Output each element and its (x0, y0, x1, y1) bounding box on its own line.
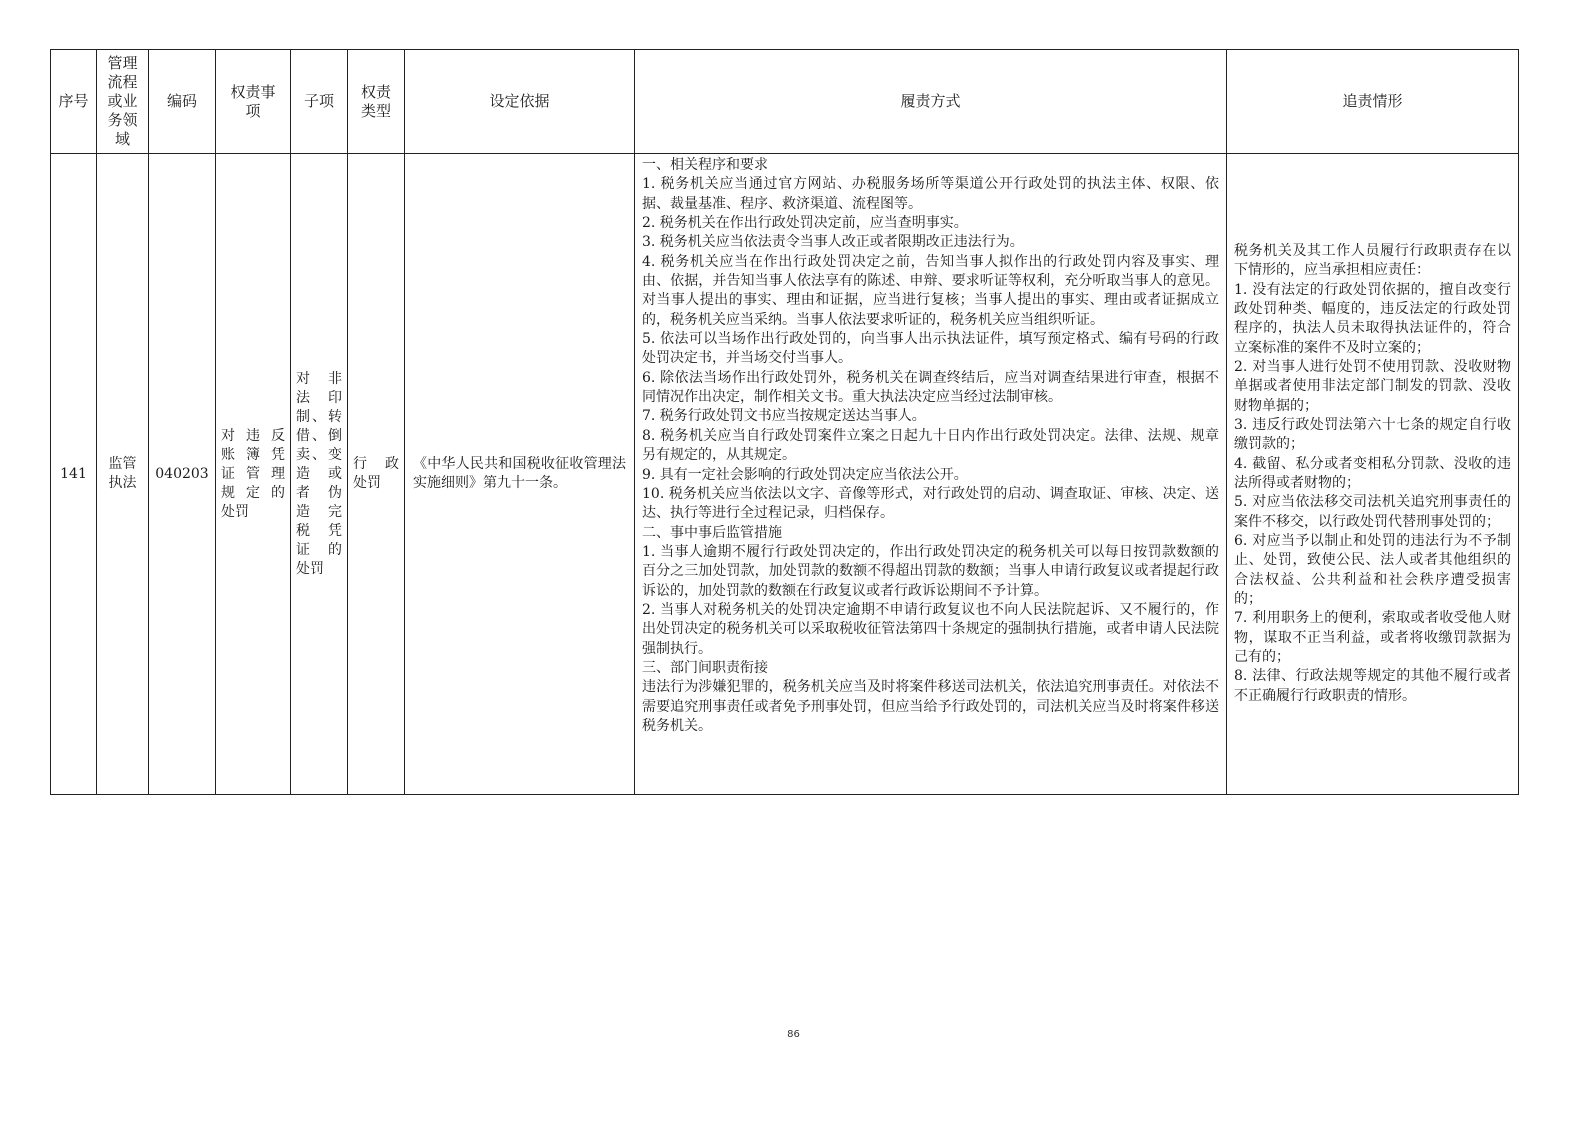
cell-power-item-line: 证管理 (221, 465, 285, 482)
header-process-line: 域 (114, 130, 130, 148)
header-duty-method: 履责方式 (635, 50, 1227, 154)
header-process-line: 管理 (107, 54, 138, 72)
header-basis: 设定依据 (405, 50, 635, 154)
cell-sub-item (291, 154, 348, 795)
cell-sub-item-line: 卖、变 (296, 446, 342, 463)
cell-sub-item-line: 造 或 (296, 465, 342, 482)
duty-line: 1. 当事人逾期不履行行政处罚决定的，作出行政处罚决定的税务机关可以每日按罚款数额的百分之三加处罚款，加处罚款的数额不得超出罚款的数额；当事人申请行政复议或者提起行政诉讼的，加处罚款的数额在行政复议或者行政诉讼期间不予计算。 (642, 543, 1219, 599)
header-sub-item: 子项 (291, 50, 348, 154)
duty-line: 4. 税务机关应当在作出行政处罚决定之前，告知当事人拟作出的行政处罚内容及事实、理由、依据，并告知当事人依法享有的陈述、申辩、要求听证等权利，充分听取当事人的意见。对当事人提出的事实、理由和证据，应当进行复核；当事人提出的事实、理由或者证据成立的，税务机关应当采纳。当事人依法要求听证的，税务机关应当组织听证。 (642, 253, 1219, 328)
cell-seq: 141 (51, 154, 97, 795)
duty-line: 2. 当事人对税务机关的处罚决定逾期不申请行政复议也不向人民法院起诉、又不履行的，作出处罚决定的税务机关可以采取税收征管法第四十条规定的强制执行措施，或者申请人民法院强制执行。 (642, 601, 1219, 657)
header-process-line: 务领 (107, 111, 138, 129)
cell-accountability (1227, 154, 1519, 795)
cell-power-type-line: 行 政 (353, 456, 399, 472)
cell-process-line: 执法 (108, 475, 137, 491)
cell-sub-item-line: 对 非 (296, 370, 342, 387)
cell-power-item-line: 账簿凭 (221, 446, 285, 463)
cell-power-item-line: 处罚 (221, 503, 249, 520)
header-accountability: 追责情形 (1227, 50, 1519, 154)
cell-sub-item-line: 处罚 (296, 560, 324, 577)
header-process-line: 或业 (107, 92, 138, 110)
cell-power-type-line: 处罚 (353, 475, 381, 491)
header-power-item-line: 权责事 (230, 82, 276, 101)
duty-line: 1. 税务机关应当通过官方网站、办税服务场所等渠道公开行政处罚的执法主体、权限、依据、裁量基准、程序、救济渠道、流程图等。 (642, 176, 1219, 212)
header-process-line: 流程 (107, 73, 138, 91)
header-power-type-line: 权责 (360, 82, 391, 101)
cell-sub-item-line: 制、转 (296, 408, 342, 425)
accountability-line: 4. 截留、私分或者变相私分罚款、没收的违法所得或者财物的； (1234, 455, 1511, 491)
accountability-line: 2. 对当事人进行处罚不使用罚款、没收财物单据或者使用非法定部门制发的罚款、没收财物单据的； (1234, 358, 1511, 414)
cell-process-line: 监管 (108, 456, 137, 472)
accountability-line: 1. 没有法定的行政处罚依据的，擅自改变行政处罚种类、幅度的，违反法定的行政处罚程序的，执法人员未取得执法证件的，符合立案标准的案件不及时立案的； (1234, 281, 1511, 356)
cell-sub-item-line: 造 完 (296, 503, 342, 520)
cell-sub-item-line: 证 的 (296, 541, 342, 558)
header-process (97, 50, 149, 154)
cell-sub-item-line: 法 印 (296, 389, 342, 406)
header-seq: 序号 (51, 50, 97, 154)
page-number: 86 (787, 1029, 800, 1040)
cell-sub-item-line: 者 伪 (296, 484, 342, 501)
header-power-type (348, 50, 405, 154)
duty-line: 三、部门间职责衔接 (642, 659, 768, 676)
header-power-type-line: 类型 (360, 101, 391, 120)
duty-line: 7. 税务行政处罚文书应当按规定送达当事人。 (642, 408, 926, 425)
cell-duty-method (635, 154, 1227, 795)
header-power-item-line: 项 (245, 101, 261, 120)
cell-process (97, 154, 149, 795)
cell-power-type (348, 154, 405, 795)
duty-line: 违法行为涉嫌犯罪的，税务机关应当及时将案件移送司法机关，依法追究刑事责任。对依法不需要追究刑事责任或者免予刑事处罚，但应当给予行政处罚的，司法机关应当及时将案件移送税务机关。 (642, 679, 1219, 734)
cell-basis: 《中华人民共和国税收征收管理法实施细则》第九十一条。 (405, 154, 635, 795)
accountability-line: 8. 法律、行政法规等规定的其他不履行或者不正确履行行政职责的情形。 (1234, 668, 1511, 704)
table-row (51, 154, 1519, 795)
duty-line: 5. 依法可以当场作出行政处罚的，向当事人出示执法证件，填写预定格式、编有号码的行政处罚决定书，并当场交付当事人。 (642, 331, 1219, 367)
duty-line: 9. 具有一定社会影响的行政处罚决定应当依法公开。 (642, 466, 968, 483)
duty-line: 3. 税务机关应当依法责令当事人改正或者限期改正违法行为。 (642, 234, 1024, 251)
cell-power-item-line: 对违反 (221, 427, 285, 444)
duty-line: 6. 除依法当场作出行政处罚外，税务机关在调查终结后，应当对调查结果进行审查，根据不同情况作出决定，制作相关文书。重大执法决定应当经过法制审核。 (642, 369, 1219, 406)
accountability-line: 6. 对应当予以制止和处罚的违法行为不予制止、处罚，致使公民、法人或者其他组织的合法权益、公共利益和社会秩序遭受损害的； (1234, 533, 1511, 608)
table-header-row (51, 50, 1519, 154)
duty-line: 2. 税务机关在作出行政处罚决定前，应当查明事实。 (642, 215, 968, 232)
accountability-line: 5. 对应当依法移交司法机关追究刑事责任的案件不移交，以行政处罚代替刑事处罚的； (1234, 494, 1511, 530)
duty-line: 一、相关程序和要求 (642, 157, 768, 173)
cell-sub-item-line: 税 凭 (296, 522, 342, 539)
cell-power-item-line: 规定的 (221, 484, 285, 501)
accountability-line: 税务机关及其工作人员履行行政职责存在以下情形的，应当承担相应责任： (1234, 242, 1511, 279)
cell-code: 040203 (149, 154, 216, 795)
duty-line: 10. 税务机关应当依法以文字、音像等形式，对行政处罚的启动、调查取证、审核、决定、送达、执行等进行全过程记录，归档保存。 (642, 485, 1219, 522)
duty-line: 二、事中事后监管措施 (642, 524, 782, 541)
cell-power-item (216, 154, 291, 795)
accountability-line: 3. 违反行政处罚法第六十七条的规定自行收缴罚款的； (1234, 416, 1511, 453)
power-responsibility-table (50, 49, 1519, 795)
header-power-item (216, 50, 291, 154)
accountability-line: 7. 利用职务上的便利，索取或者收受他人财物，谋取不正当利益，或者将收缴罚款据为己有的； (1234, 610, 1511, 666)
duty-line: 8. 税务机关应当自行政处罚案件立案之日起九十日内作出行政处罚决定。法律、法规、规章另有规定的，从其规定。 (642, 427, 1219, 464)
cell-sub-item-line: 借、倒 (296, 427, 342, 444)
header-code: 编码 (149, 50, 216, 154)
